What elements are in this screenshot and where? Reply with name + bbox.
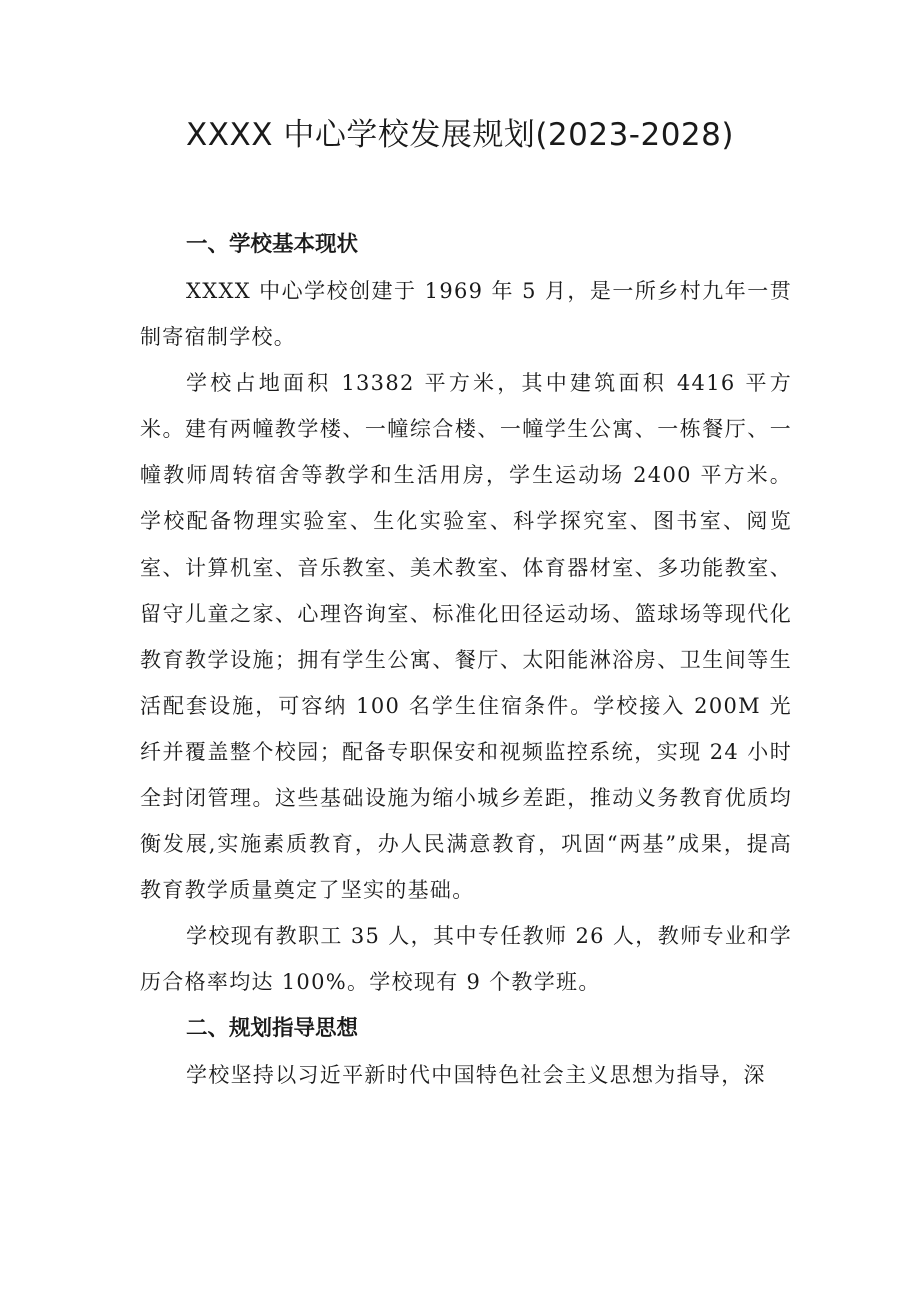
section-heading-guiding-ideology: 二、规划指导思想 [186,1015,359,1041]
paragraph-guiding-ideology: 学校坚持以习近平新时代中国特色社会主义思想为指导，深 [186,1062,766,1087]
paragraph-facilities: 学校占地面积 13382 平方米，其中建筑面积 4416 平方米。建有两幢教学楼、一幢综合楼、一幢学生公寓、一栋餐厅、一幢教师周转宿舍等教学和生活用房，学生运动场 2400 平方米。学校配备物理实验室、生化实验室、科学探究室、图书室、阅览室、计算机室、音乐教室、美术教室、体育器材室、多功能教室、留守儿童之家、心理咨询室、标准化田径运动场、篮球场等现代化教育教学设施；拥有学生公寓、餐厅、太阳能淋浴房、卫生间等生活配套设施，可容纳 100 名学生住宿条件。学校接入 200M 光纤并覆盖整个校园；配备专职保安和视频监控系统，实现 24 小时全封闭管理。这些基础设施为缩小城乡差距，推动义务教育优质均衡发展,实施素质教育，办人民满意教育，巩固“两基”成果，提高教育教学质量奠定了坚实的基础。 [140,371,792,903]
paragraph-staff: 学校现有教职工 35 人，其中专任教师 26 人，教师专业和学历合格率均达 100%。学校现有 9 个教学班。 [140,924,792,995]
document-body [140,222,792,1098]
paragraph-founding: XXXX 中心学校创建于 1969 年 5 月，是一所乡村九年一贯制寄宿制学校。 [140,279,792,350]
document-title: XXXX 中心学校发展规划(2023-2028) [186,117,734,153]
section-heading-basic-status: 一、学校基本现状 [186,232,359,257]
